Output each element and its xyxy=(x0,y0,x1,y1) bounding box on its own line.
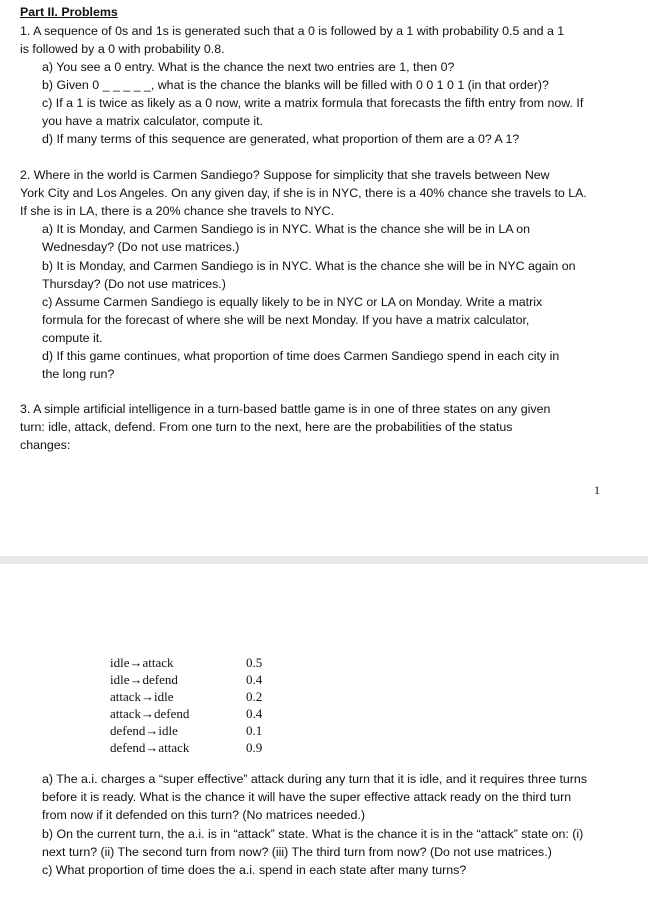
transition-prob: 0.1 xyxy=(246,723,263,738)
problem-3-intro-line-2: turn: idle, attack, defend. From one turn to the next, here are the probabilities of the status xyxy=(20,420,513,434)
problem-3-intro-line-1: 3. A simple artificial intelligence in a turn-based battle game is in one of three states on any given xyxy=(20,402,551,416)
transition-label: idle→defend xyxy=(110,672,178,687)
transition-table xyxy=(110,654,286,756)
problem-1c-line-2: you have a matrix calculator, compute it. xyxy=(42,114,264,128)
problem-2c-line-1: c) Assume Carmen Sandiego is equally likely to be in NYC or LA on Monday. Write a matrix xyxy=(42,295,543,309)
problem-3c: c) What proportion of time does the a.i. spend in each state after many turns? xyxy=(42,863,467,877)
transition-row xyxy=(110,671,286,688)
problem-2-intro-line-3: If she is in LA, there is a 20% chance she travels to NYC. xyxy=(20,204,335,218)
problem-2b-line-2: Thursday? (Do not use matrices.) xyxy=(42,277,226,291)
transition-prob: 0.4 xyxy=(246,706,263,721)
problem-2-intro-line-2: York City and Los Angeles. On any given day, if she is in NYC, there is a 40% chance she travels to LA. xyxy=(20,186,587,200)
transition-label: attack→defend xyxy=(110,706,190,721)
problem-3b-line-1: b) On the current turn, the a.i. is in “attack” state. What is the chance it is in the “attack” state on: (i) xyxy=(42,827,584,841)
problem-1b-blanks: _ _ _ _ _ xyxy=(102,78,151,92)
transition-row xyxy=(110,722,286,739)
problem-1b-prefix: b) Given 0 xyxy=(42,78,103,92)
problem-2c-line-2: formula for the forecast of where she will be next Monday. If you have a matrix calculator, xyxy=(42,313,530,327)
problem-1c-line-1: c) If a 1 is twice as likely as a 0 now, write a matrix formula that forecasts the fifth entry from now. If xyxy=(42,96,584,110)
transition-row xyxy=(110,688,286,705)
transition-prob: 0.2 xyxy=(246,689,263,704)
problem-1-intro-line-1: 1. A sequence of 0s and 1s is generated such that a 0 is followed by a 1 with probability 0.5 and a 1 xyxy=(20,24,565,38)
problem-2-intro-line-1: 2. Where in the world is Carmen Sandiego? Suppose for simplicity that she travels between New xyxy=(20,168,550,182)
problem-1b-suffix: , what is the chance the blanks will be filled with 0 0 1 0 1 (in that order)? xyxy=(150,78,549,92)
problem-1b xyxy=(42,77,549,94)
problem-2c-line-3: compute it. xyxy=(42,331,103,345)
transition-label: defend→attack xyxy=(110,740,190,755)
problem-3b-line-2: next turn? (ii) The second turn from now? (iii) The third turn from now? (Do not use matrices.) xyxy=(42,845,552,859)
transition-prob: 0.9 xyxy=(246,740,263,755)
problem-1a: a) You see a 0 entry. What is the chance the next two entries are 1, then 0? xyxy=(42,60,455,74)
transition-row xyxy=(110,739,286,756)
problem-2d-line-1: d) If this game continues, what proportion of time does Carmen Sandiego spend in each city in xyxy=(42,349,560,363)
transition-prob: 0.4 xyxy=(246,672,263,687)
transition-row xyxy=(110,654,286,671)
page-number: 1 xyxy=(594,483,600,497)
transition-prob: 0.5 xyxy=(246,655,263,670)
problem-3-intro-line-3: changes: xyxy=(20,438,71,452)
transition-label: idle→attack xyxy=(110,655,174,670)
page-two xyxy=(0,564,648,904)
problem-3a-line-1: a) The a.i. charges a “super effective” attack during any turn that it is idle, and it requires three turns xyxy=(42,772,588,786)
page-separator xyxy=(0,556,648,564)
problem-2b-line-1: b) It is Monday, and Carmen Sandiego is in NYC. What is the chance she will be in NYC again on xyxy=(42,259,576,273)
problem-3a-line-3: from now if it defended on this turn? (No matrices needed.) xyxy=(42,808,366,822)
problem-2a-line-2: Wednesday? (Do not use matrices.) xyxy=(42,240,240,254)
section-header: Part II. Problems xyxy=(20,5,118,19)
transition-row xyxy=(110,705,286,722)
problem-1-intro-line-2: is followed by a 0 with probability 0.8. xyxy=(20,42,225,56)
transition-label: defend→idle xyxy=(110,723,178,738)
problem-2a-line-1: a) It is Monday, and Carmen Sandiego is in NYC. What is the chance she will be in LA on xyxy=(42,222,531,236)
problem-3a-line-2: before it is ready. What is the chance it will have the super effective attack ready on the third turn xyxy=(42,790,572,804)
problem-2d-line-2: the long run? xyxy=(42,367,115,381)
problem-1d: d) If many terms of this sequence are generated, what proportion of them are a 0? A 1? xyxy=(42,132,520,146)
transition-label: attack→idle xyxy=(110,689,174,704)
